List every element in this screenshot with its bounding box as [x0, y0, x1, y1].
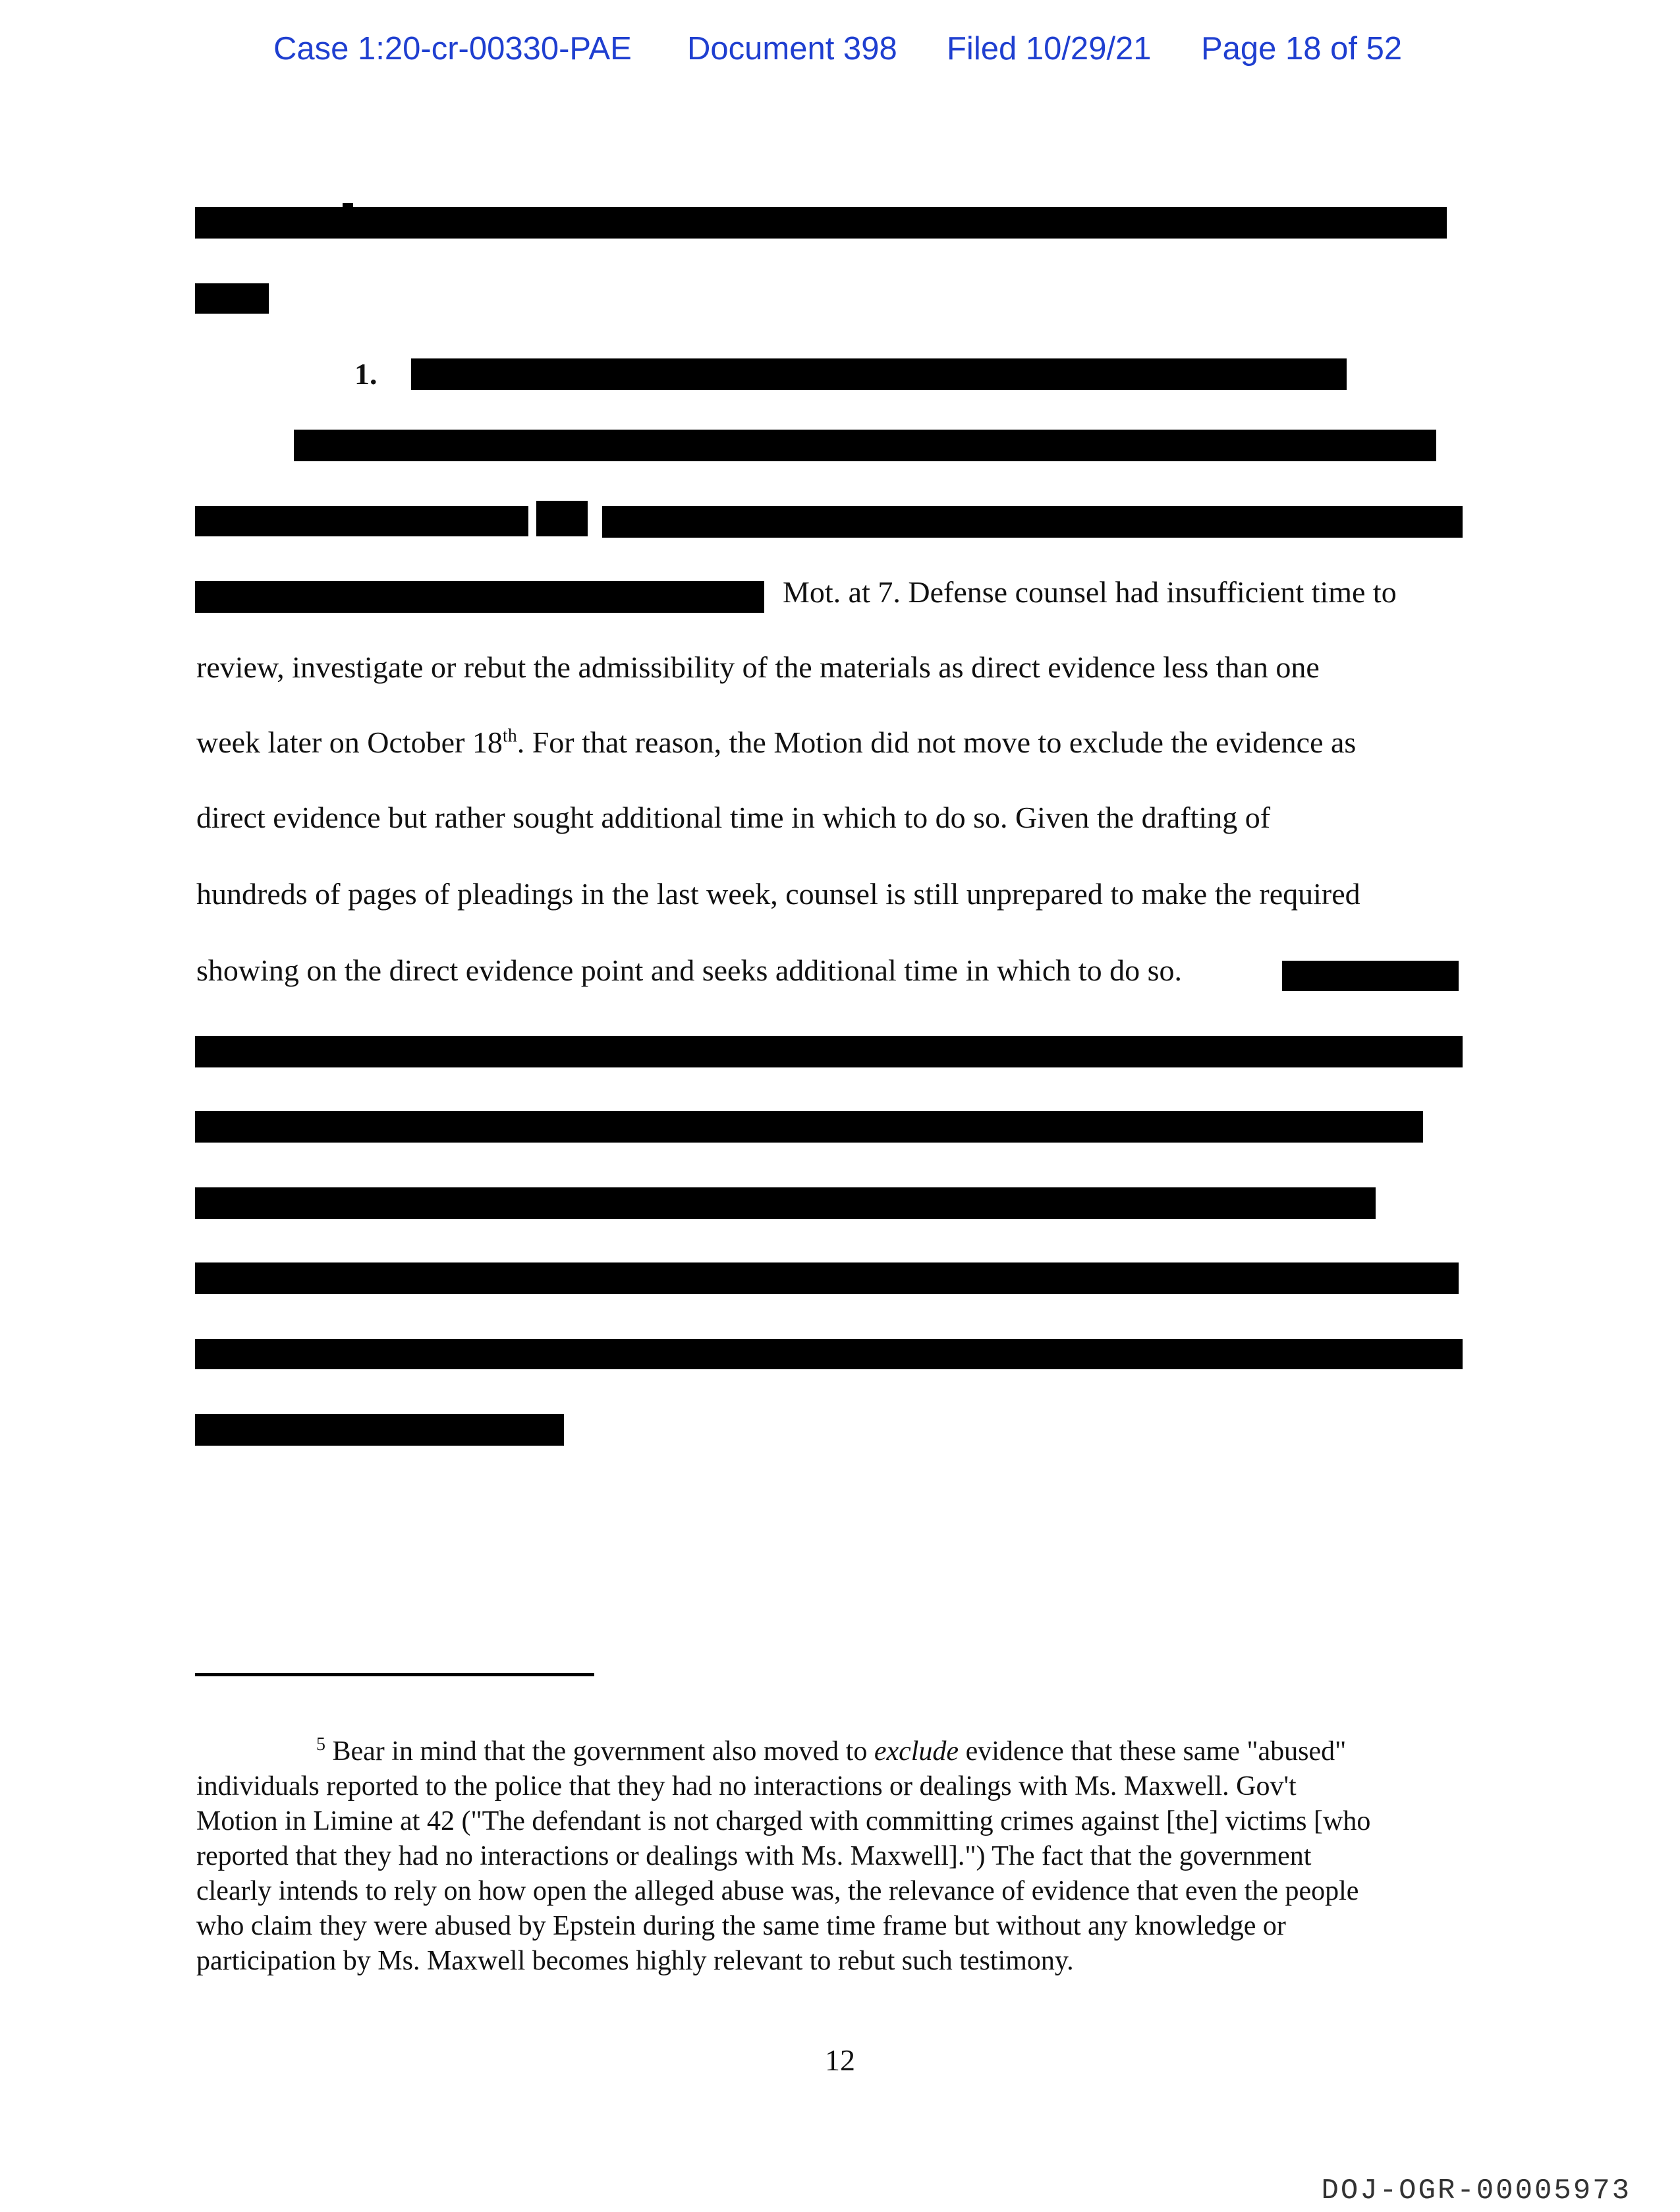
redaction-block: [1282, 961, 1459, 991]
footnote-line: reported that they had no interactions or dealings with Ms. Maxwell].") The fact that the government: [196, 1841, 1312, 1871]
footnote-line: participation by Ms. Maxwell becomes highly relevant to rebut such testimony.: [196, 1946, 1074, 1976]
redaction-block: [195, 506, 528, 536]
body-line: review, investigate or rebut the admissibility of the materials as direct evidence less than one: [196, 650, 1320, 684]
footnote-line: individuals reported to the police that they had no interactions or dealings with Ms. Maxwell. Gov't: [196, 1771, 1297, 1801]
body-line: Mot. at 7. Defense counsel had insufficient time to: [783, 575, 1397, 609]
footnote-line: clearly intends to rely on how open the alleged abuse was, the relevance of evidence that even the people: [196, 1876, 1359, 1906]
redaction-block: [536, 501, 588, 536]
redaction-block: [294, 430, 1436, 461]
footnote-line: Motion in Limine at 42 ("The defendant is not charged with committing crimes against [the] victims [who: [196, 1806, 1371, 1836]
redaction-block: [195, 283, 269, 314]
redaction-block: [195, 1111, 1423, 1143]
footnote-separator: [195, 1673, 594, 1676]
body-line: hundreds of pages of pleadings in the last week, counsel is still unprepared to make the required: [196, 877, 1360, 911]
section-number: 1.: [354, 357, 378, 391]
redaction-block: [195, 207, 1447, 239]
section-heading-redaction: [411, 358, 1347, 390]
superscript: th: [502, 725, 517, 747]
page-number: 12: [825, 2043, 855, 2077]
bates-number: DOJ-OGR-00005973: [1321, 2174, 1631, 2207]
footnote: [196, 1734, 1488, 1979]
redaction-block: [195, 1339, 1463, 1369]
redaction-block: [195, 1036, 1463, 1067]
footnote-marker: 5: [316, 1734, 325, 1755]
redaction-block: [195, 1414, 564, 1446]
redaction-block: [343, 203, 353, 210]
filed-date: Filed 10/29/21: [947, 31, 1152, 67]
redaction-block: [195, 581, 764, 613]
case-number: Case 1:20-cr-00330-PAE: [273, 31, 632, 67]
body-line: showing on the direct evidence point and seeks additional time in which to do so.: [196, 953, 1182, 987]
page-count: Page 18 of 52: [1201, 31, 1403, 67]
redaction-block: [195, 1262, 1459, 1294]
footnote-line: $^5$ Bear in mind that the government also moved to exclude evidence that these same "abused": [316, 1734, 1347, 1767]
case-header: [0, 30, 1680, 70]
redaction-block: [195, 1187, 1376, 1219]
body-line: week later on October 18th. For that reason, the Motion did not move to exclude the evidence as: [196, 725, 1357, 759]
redaction-block: [602, 506, 1463, 538]
body-line: direct evidence but rather sought additional time in which to do so. Given the drafting of: [196, 801, 1271, 834]
document-number: Document 398: [687, 31, 897, 67]
footnote-line: who claim they were abused by Epstein during the same time frame but without any knowledge or: [196, 1911, 1286, 1941]
